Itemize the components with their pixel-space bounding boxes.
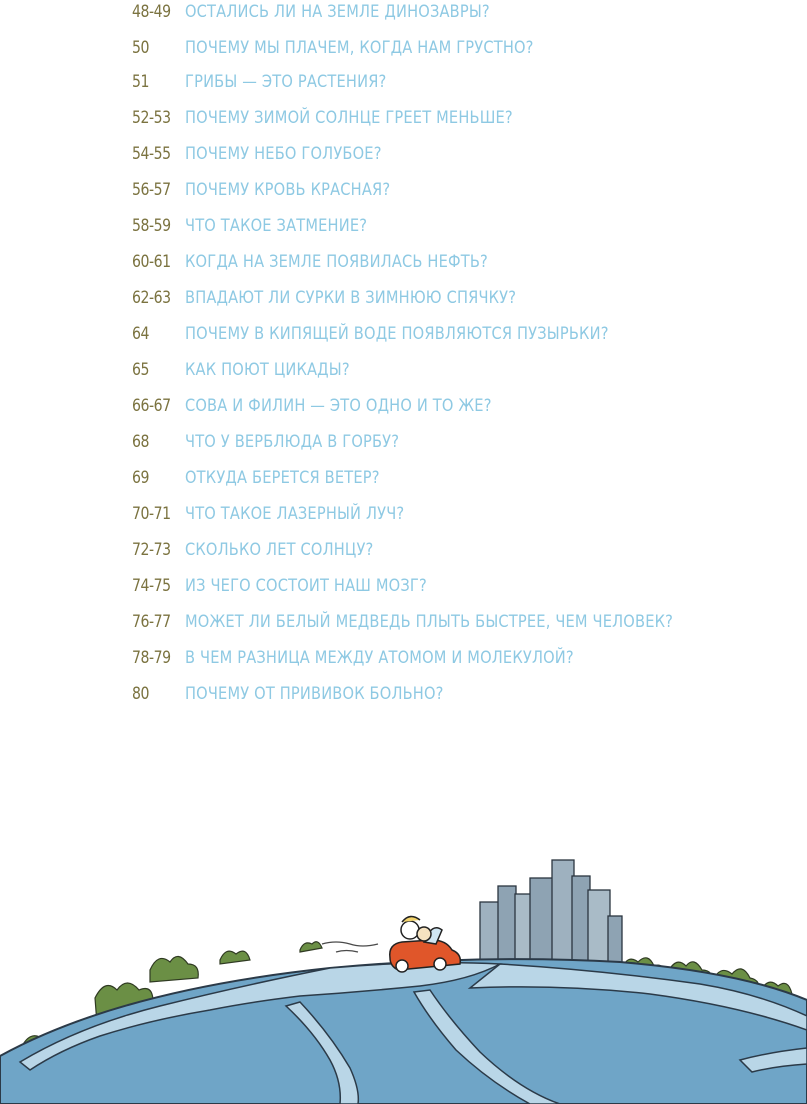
toc-entry[interactable]: [0, 424, 807, 460]
toc-page-number: 72-73: [132, 540, 171, 560]
toc-entry[interactable]: [0, 568, 807, 604]
toc-question: ОСТАЛИСЬ ЛИ НА ЗЕМЛЕ ДИНОЗАВРЫ?: [185, 2, 490, 22]
toc-entry[interactable]: [0, 388, 807, 424]
toc-page-number: 69: [132, 468, 149, 488]
toc-page-number: 48-49: [132, 2, 171, 22]
toc-question: ПОЧЕМУ КРОВЬ КРАСНАЯ?: [185, 180, 391, 200]
toc-page-number: 50: [132, 38, 149, 58]
toc-question: ПОЧЕМУ НЕБО ГОЛУБОЕ?: [185, 144, 382, 164]
toc-entry[interactable]: [0, 244, 807, 280]
toc-question: СКОЛЬКО ЛЕТ СОЛНЦУ?: [185, 540, 374, 560]
toc-question: ЧТО ТАКОЕ ЛАЗЕРНЫЙ ЛУЧ?: [185, 504, 405, 524]
toc-entry[interactable]: [0, 100, 807, 136]
toc-question: МОЖЕТ ЛИ БЕЛЫЙ МЕДВЕДЬ ПЛЫТЬ БЫСТРЕЕ, ЧЕМ ЧЕЛОВЕК?: [185, 612, 674, 632]
toc-page-number: 76-77: [132, 612, 171, 632]
toc-entry[interactable]: [0, 280, 807, 316]
toc-question: ЧТО У ВЕРБЛЮДА В ГОРБУ?: [185, 432, 400, 452]
toc-question: ОТКУДА БЕРЕТСЯ ВЕТЕР?: [185, 468, 380, 488]
toc-page-number: 58-59: [132, 216, 171, 236]
toc-page-number: 64: [132, 324, 149, 344]
toc-page-number: 51: [132, 72, 149, 92]
toc-page-number: 56-57: [132, 180, 171, 200]
speed-lines: [322, 942, 378, 952]
toc-entry[interactable]: [0, 496, 807, 532]
toc-entry[interactable]: [0, 136, 807, 172]
toc-page-number: 65: [132, 360, 149, 380]
car-with-characters: [390, 916, 461, 972]
toc-question: СОВА И ФИЛИН — ЭТО ОДНО И ТО ЖЕ?: [185, 396, 492, 416]
toc-page-number: 54-55: [132, 144, 171, 164]
toc-question: КАК ПОЮТ ЦИКАДЫ?: [185, 360, 350, 380]
toc-question: ПОЧЕМУ МЫ ПЛАЧЕМ, КОГДА НАМ ГРУСТНО?: [185, 38, 534, 58]
toc-question: ПОЧЕМУ ОТ ПРИВИВОК БОЛЬНО?: [185, 684, 444, 704]
toc-entry[interactable]: [0, 352, 807, 388]
toc-question: ВПАДАЮТ ЛИ СУРКИ В ЗИМНЮЮ СПЯЧКУ?: [185, 288, 517, 308]
toc-question: КОГДА НА ЗЕМЛЕ ПОЯВИЛАСЬ НЕФТЬ?: [185, 252, 489, 272]
toc-entry[interactable]: [0, 64, 807, 100]
toc-page-number: 80: [132, 684, 149, 704]
toc-entry[interactable]: [0, 172, 807, 208]
toc-entry[interactable]: [0, 604, 807, 640]
city-buildings: [480, 860, 622, 962]
toc-entry[interactable]: [0, 208, 807, 244]
toc-question: ПОЧЕМУ ЗИМОЙ СОЛНЦЕ ГРЕЕТ МЕНЬШЕ?: [185, 108, 513, 128]
toc-page-number: 68: [132, 432, 149, 452]
toc-question: В ЧЕМ РАЗНИЦА МЕЖДУ АТОМОМ И МОЛЕКУЛОЙ?: [185, 648, 574, 668]
toc-question: ГРИБЫ — ЭТО РАСТЕНИЯ?: [185, 72, 387, 92]
toc-question: ИЗ ЧЕГО СОСТОИТ НАШ МОЗГ?: [185, 576, 427, 596]
toc-page-number: 62-63: [132, 288, 171, 308]
toc-entry[interactable]: [0, 532, 807, 568]
toc-entry[interactable]: [0, 460, 807, 496]
toc-page-number: 60-61: [132, 252, 171, 272]
toc-page-number: 52-53: [132, 108, 171, 128]
toc-question: ЧТО ТАКОЕ ЗАТМЕНИЕ?: [185, 216, 368, 236]
toc-question: ПОЧЕМУ В КИПЯЩЕЙ ВОДЕ ПОЯВЛЯЮТСЯ ПУЗЫРЬКИ?: [185, 324, 609, 344]
toc-entry[interactable]: [0, 0, 807, 30]
toc-entry[interactable]: [0, 640, 807, 676]
toc-entry[interactable]: [0, 316, 807, 352]
toc-page-number: 74-75: [132, 576, 171, 596]
planet-illustration: [0, 820, 807, 1104]
toc-page-number: 70-71: [132, 504, 171, 524]
toc-entry[interactable]: [0, 30, 807, 66]
toc-entry[interactable]: [0, 676, 807, 712]
toc-page-number: 78-79: [132, 648, 171, 668]
toc-page-number: 66-67: [132, 396, 171, 416]
